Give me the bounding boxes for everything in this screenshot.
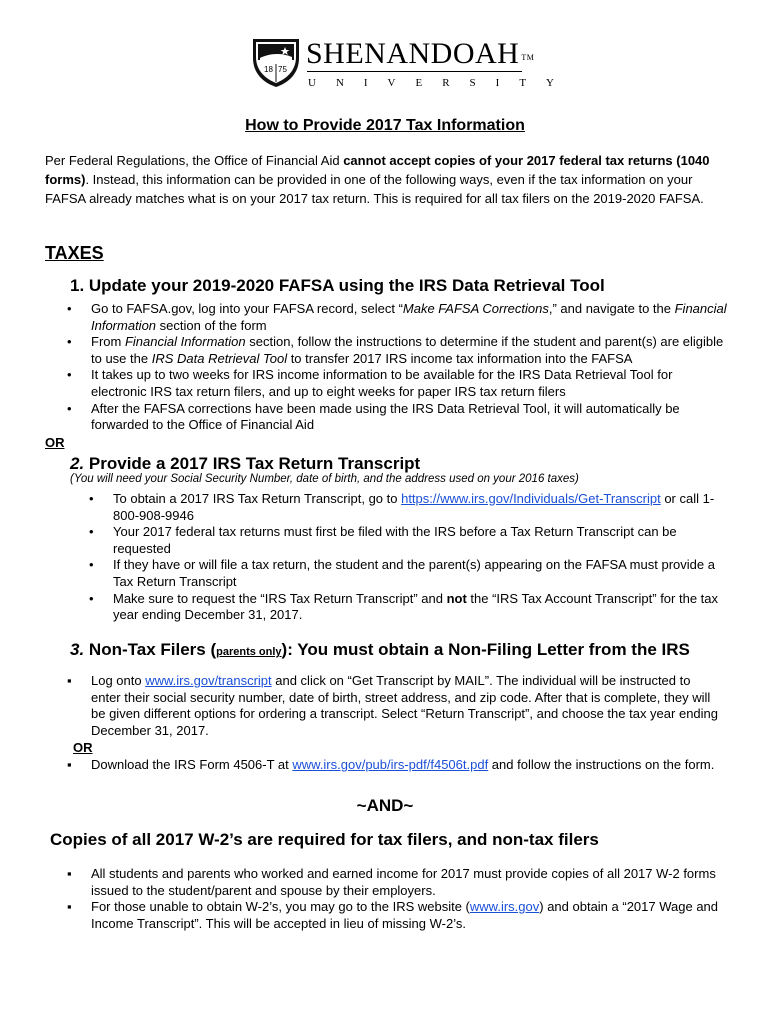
get-transcript-link[interactable]: https://www.irs.gov/Individuals/Get-Transcript: [401, 491, 661, 506]
or-label: OR: [45, 435, 65, 450]
list-item: • Make sure to request the “IRS Tax Return Transcript” and not the “IRS Tax Account Transcript” for the tax year ending December 31, 2017.: [89, 590, 718, 623]
taxes-heading: TAXES: [45, 243, 104, 263]
section2-heading: 2. Provide a 2017 IRS Tax Return Transcript: [70, 454, 421, 473]
logo-tm: TM: [521, 53, 535, 62]
section2-note: (You will need your Social Security Number, date of birth, and the address used on your 2016 taxes): [70, 473, 579, 485]
list-item: ▪ Download the IRS Form 4506-T at www.irs.gov/pub/irs-pdf/f4506t.pdf and follow the instructions on the form.: [67, 757, 715, 772]
section3-list: [67, 673, 723, 739]
list-item: • From Financial Information section, follow the instructions to determine if the student and parent(s) are eligible to use the IRS Data Retrieval Tool to transfer 2017 IRS income tax information into the FAFSA: [67, 334, 724, 366]
logo-subtitle: UNIVERSITY: [308, 77, 574, 89]
list-item: • It takes up to two weeks for IRS income information to be available for the IRS Data Retrieval Tool for electronic IRS tax return filers, and up to eight weeks for paper IRS tax return filers: [67, 367, 673, 399]
w2-list: [67, 866, 723, 932]
page-title: How to Provide 2017 Tax Information: [245, 117, 525, 134]
w2-heading: Copies of all 2017 W-2’s are required for tax filers, and non-tax filers: [50, 830, 599, 849]
list-item: • To obtain a 2017 IRS Tax Return Transcript, go to https://www.irs.gov/Individuals/Get-Transcript or call 1-800-908-9946: [89, 491, 715, 523]
or-label-2: OR: [73, 740, 93, 755]
section3-heading: 3. Non-Tax Filers (parents only): You must obtain a Non-Filing Letter from the IRS: [70, 640, 690, 659]
list-item: • Your 2017 federal tax returns must first be filed with the IRS before a Tax Return Transcript can be requested: [89, 524, 677, 556]
university-logo: [250, 36, 574, 89]
section2-list: [89, 491, 723, 624]
section1-list: [67, 301, 731, 434]
list-item: ▪ All students and parents who worked and earned income for 2017 must provide copies of all 2017 W-2 forms issued to the student/parent and spouse by their employers.: [67, 866, 716, 898]
logo-year-right: 75: [278, 65, 287, 74]
logo-name: SHENANDOAH ™: [306, 37, 535, 70]
irs-transcript-link[interactable]: www.irs.gov/transcript: [145, 673, 272, 688]
section3-list-2: [67, 757, 723, 774]
irs-website-link[interactable]: www.irs.gov: [469, 899, 540, 915]
shield-icon: [250, 36, 302, 88]
list-item: • After the FAFSA corrections have been made using the IRS Data Retrieval Tool, it will automatically be forwarded to the Office of Financial Aid: [67, 400, 680, 433]
and-divider: ~AND~: [356, 796, 414, 815]
list-item: • Go to FAFSA.gov, log into your FAFSA record, select “Make FAFSA Corrections,” and navigate to the Financial Information section of the form: [67, 301, 727, 333]
intro-paragraph: Per Federal Regulations, the Office of Financial Aid cannot accept copies of your 2017 federal tax returns (1040 forms). Instead, this information can be provided in one of the following ways, even if the tax information on your FAFSA already matches what is on your 2017 tax return. This is required for all tax filers on the 2019-2020 FAFSA.: [45, 153, 710, 206]
logo-divider: [307, 71, 522, 72]
list-item: ▪ Log onto www.irs.gov/transcript and click on “Get Transcript by MAIL”. The individual will be instructed to enter their social security number, date of birth, street address, and zip code. After that is complete, they will be given different options for ordering a transcript. Select “Return Transcript”, and choose the tax year ending December 31, 2017.: [67, 673, 718, 738]
list-item: • If they have or will file a tax return, the student and the parent(s) appearing on the FAFSA must provide a Tax Return Transcript: [89, 557, 715, 589]
form-4506t-link[interactable]: www.irs.gov/pub/irs-pdf/f4506t.pdf: [292, 757, 489, 772]
section1-heading: 1. Update your 2019-2020 FAFSA using the IRS Data Retrieval Tool: [70, 276, 605, 295]
list-item: ▪ For those unable to obtain W-2’s, you may go to the IRS website (www.irs.gov) and obtain a “2017 Wage and Income Transcript”. This will be accepted in lieu of missing W-2’s.: [67, 899, 719, 931]
logo-year-left: 18: [264, 65, 273, 74]
